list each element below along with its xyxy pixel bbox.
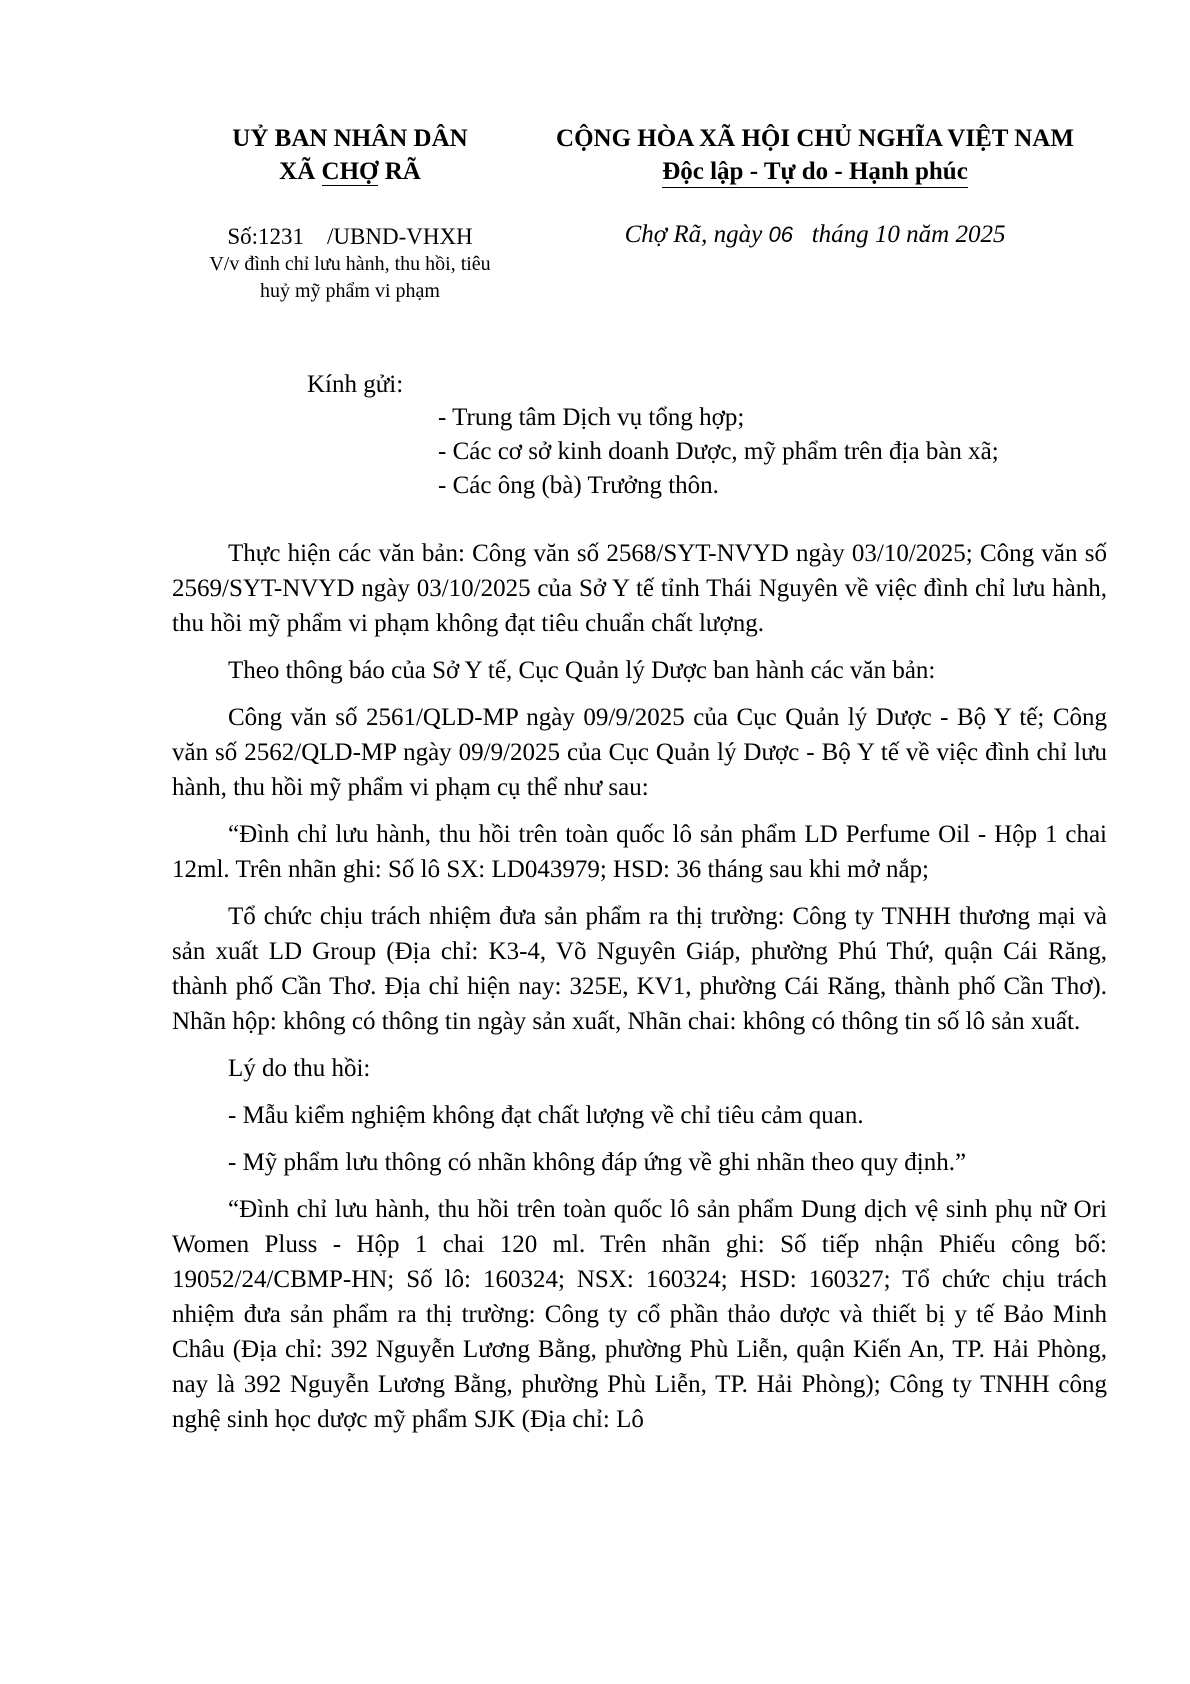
recipient-item: - Các ông (bà) Trưởng thôn. xyxy=(438,472,719,499)
document-body xyxy=(172,536,1107,1449)
document-reference xyxy=(175,223,525,305)
body-paragraph: Công văn số 2561/QLD-MP ngày 09/9/2025 của Cục Quản lý Dược - Bộ Y tế; Công văn số 2562/QLD-MP ngày 09/9/2025 của Cục Quản lý Dược - Bộ Y tế về việc đình chỉ lưu hành, thu hồi mỹ phẩm vi phạm cụ thể như sau: xyxy=(172,704,1107,801)
recipients-label: Kính gửi: xyxy=(307,371,404,398)
body-paragraph: “Đình chỉ lưu hành, thu hồi trên toàn quốc lô sản phẩm LD Perfume Oil - Hộp 1 chai 12ml. Trên nhãn ghi: Số lô SX: LD043979; HSD: 36 tháng sau khi mở nắp; xyxy=(172,821,1107,883)
authority-line-2 xyxy=(175,155,525,188)
recipient-item: - Trung tâm Dịch vụ tổng hợp; xyxy=(438,404,745,431)
document-subject-line-2: huỷ mỹ phẩm vi phạm xyxy=(260,280,440,302)
national-name: CỘNG HÒA XÃ HỘI CHỦ NGHĨA VIỆT NAM xyxy=(556,125,1074,152)
authority-line-2-pre: XÃ xyxy=(279,158,322,185)
national-title xyxy=(530,122,1100,188)
recipients-list xyxy=(438,401,999,503)
document-number: Số:1231 /UBND-VHXH xyxy=(227,224,473,249)
authority-line-1: UỶ BAN NHÂN DÂN xyxy=(232,125,468,152)
date-day: 06 xyxy=(768,222,793,247)
issuing-authority xyxy=(175,122,525,188)
body-paragraph: Theo thông báo của Sở Y tế, Cục Quản lý Dược ban hành các văn bản: xyxy=(228,657,936,684)
document-subject-line-1: V/v đình chỉ lưu hành, thu hồi, tiêu xyxy=(209,253,491,275)
body-paragraph: Tổ chức chịu trách nhiệm đưa sản phẩm ra thị trường: Công ty TNHH thương mại và sản xuất LD Group (Địa chỉ: K3-4, Võ Nguyên Giáp, phường Phú Thứ, quận Cái Răng, thành phố Cần Thơ. Địa chỉ hiện nay: 325E, KV1, phường Cái Răng, thành phố Cần Thơ). Nhãn hộp: không có thông tin ngày sản xuất, Nhãn chai: không có thông tin số lô sản xuất. xyxy=(172,903,1107,1035)
date-suffix: tháng 10 năm 2025 xyxy=(792,221,1006,248)
authority-line-2-mid: CHỢ xyxy=(321,158,379,185)
document-date xyxy=(530,220,1100,250)
recipient-item: - Các cơ sở kinh doanh Dược, mỹ phẩm trên địa bàn xã; xyxy=(438,438,999,465)
body-paragraph: - Mẫu kiểm nghiệm không đạt chất lượng về chỉ tiêu cảm quan. xyxy=(228,1102,864,1129)
authority-line-2-post: RÃ xyxy=(378,158,421,185)
body-paragraph: Lý do thu hồi: xyxy=(228,1055,371,1082)
date-prefix: Chợ Rã, ngày xyxy=(624,221,769,248)
body-paragraph: - Mỹ phẩm lưu thông có nhãn không đáp ứng về ghi nhãn theo quy định.” xyxy=(228,1149,967,1176)
body-paragraph: Thực hiện các văn bản: Công văn số 2568/SYT-NVYD ngày 03/10/2025; Công văn số 2569/SYT-NVYD ngày 03/10/2025 của Sở Y tế tỉnh Thái Nguyên về việc đình chỉ lưu hành, thu hồi mỹ phẩm vi phạm không đạt tiêu chuẩn chất lượng. xyxy=(172,540,1107,637)
national-motto: Độc lập - Tự do - Hạnh phúc xyxy=(662,157,968,188)
body-paragraph: “Đình chỉ lưu hành, thu hồi trên toàn quốc lô sản phẩm Dung dịch vệ sinh phụ nữ Ori Women Pluss - Hộp 1 chai 120 ml. Trên nhãn ghi: Số tiếp nhận Phiếu công bố: 19052/24/CBMP-HN; Số lô: 160324; NSX: 160324; HSD: 160327; Tổ chức chịu trách nhiệm đưa sản phẩm ra thị trường: Công ty cổ phần thảo dược và thiết bị y tế Bảo Minh Châu (Địa chỉ: 392 Nguyễn Lương Bằng, phường Phù Liễn, quận Kiến An, TP. Hải Phòng, nay là 392 Nguyễn Lương Bằng, phường Phù Liễn, TP. Hải Phòng); Công ty TNHH công nghệ sinh học dược mỹ phẩm SJK (Địa chỉ: Lô xyxy=(172,1196,1107,1433)
